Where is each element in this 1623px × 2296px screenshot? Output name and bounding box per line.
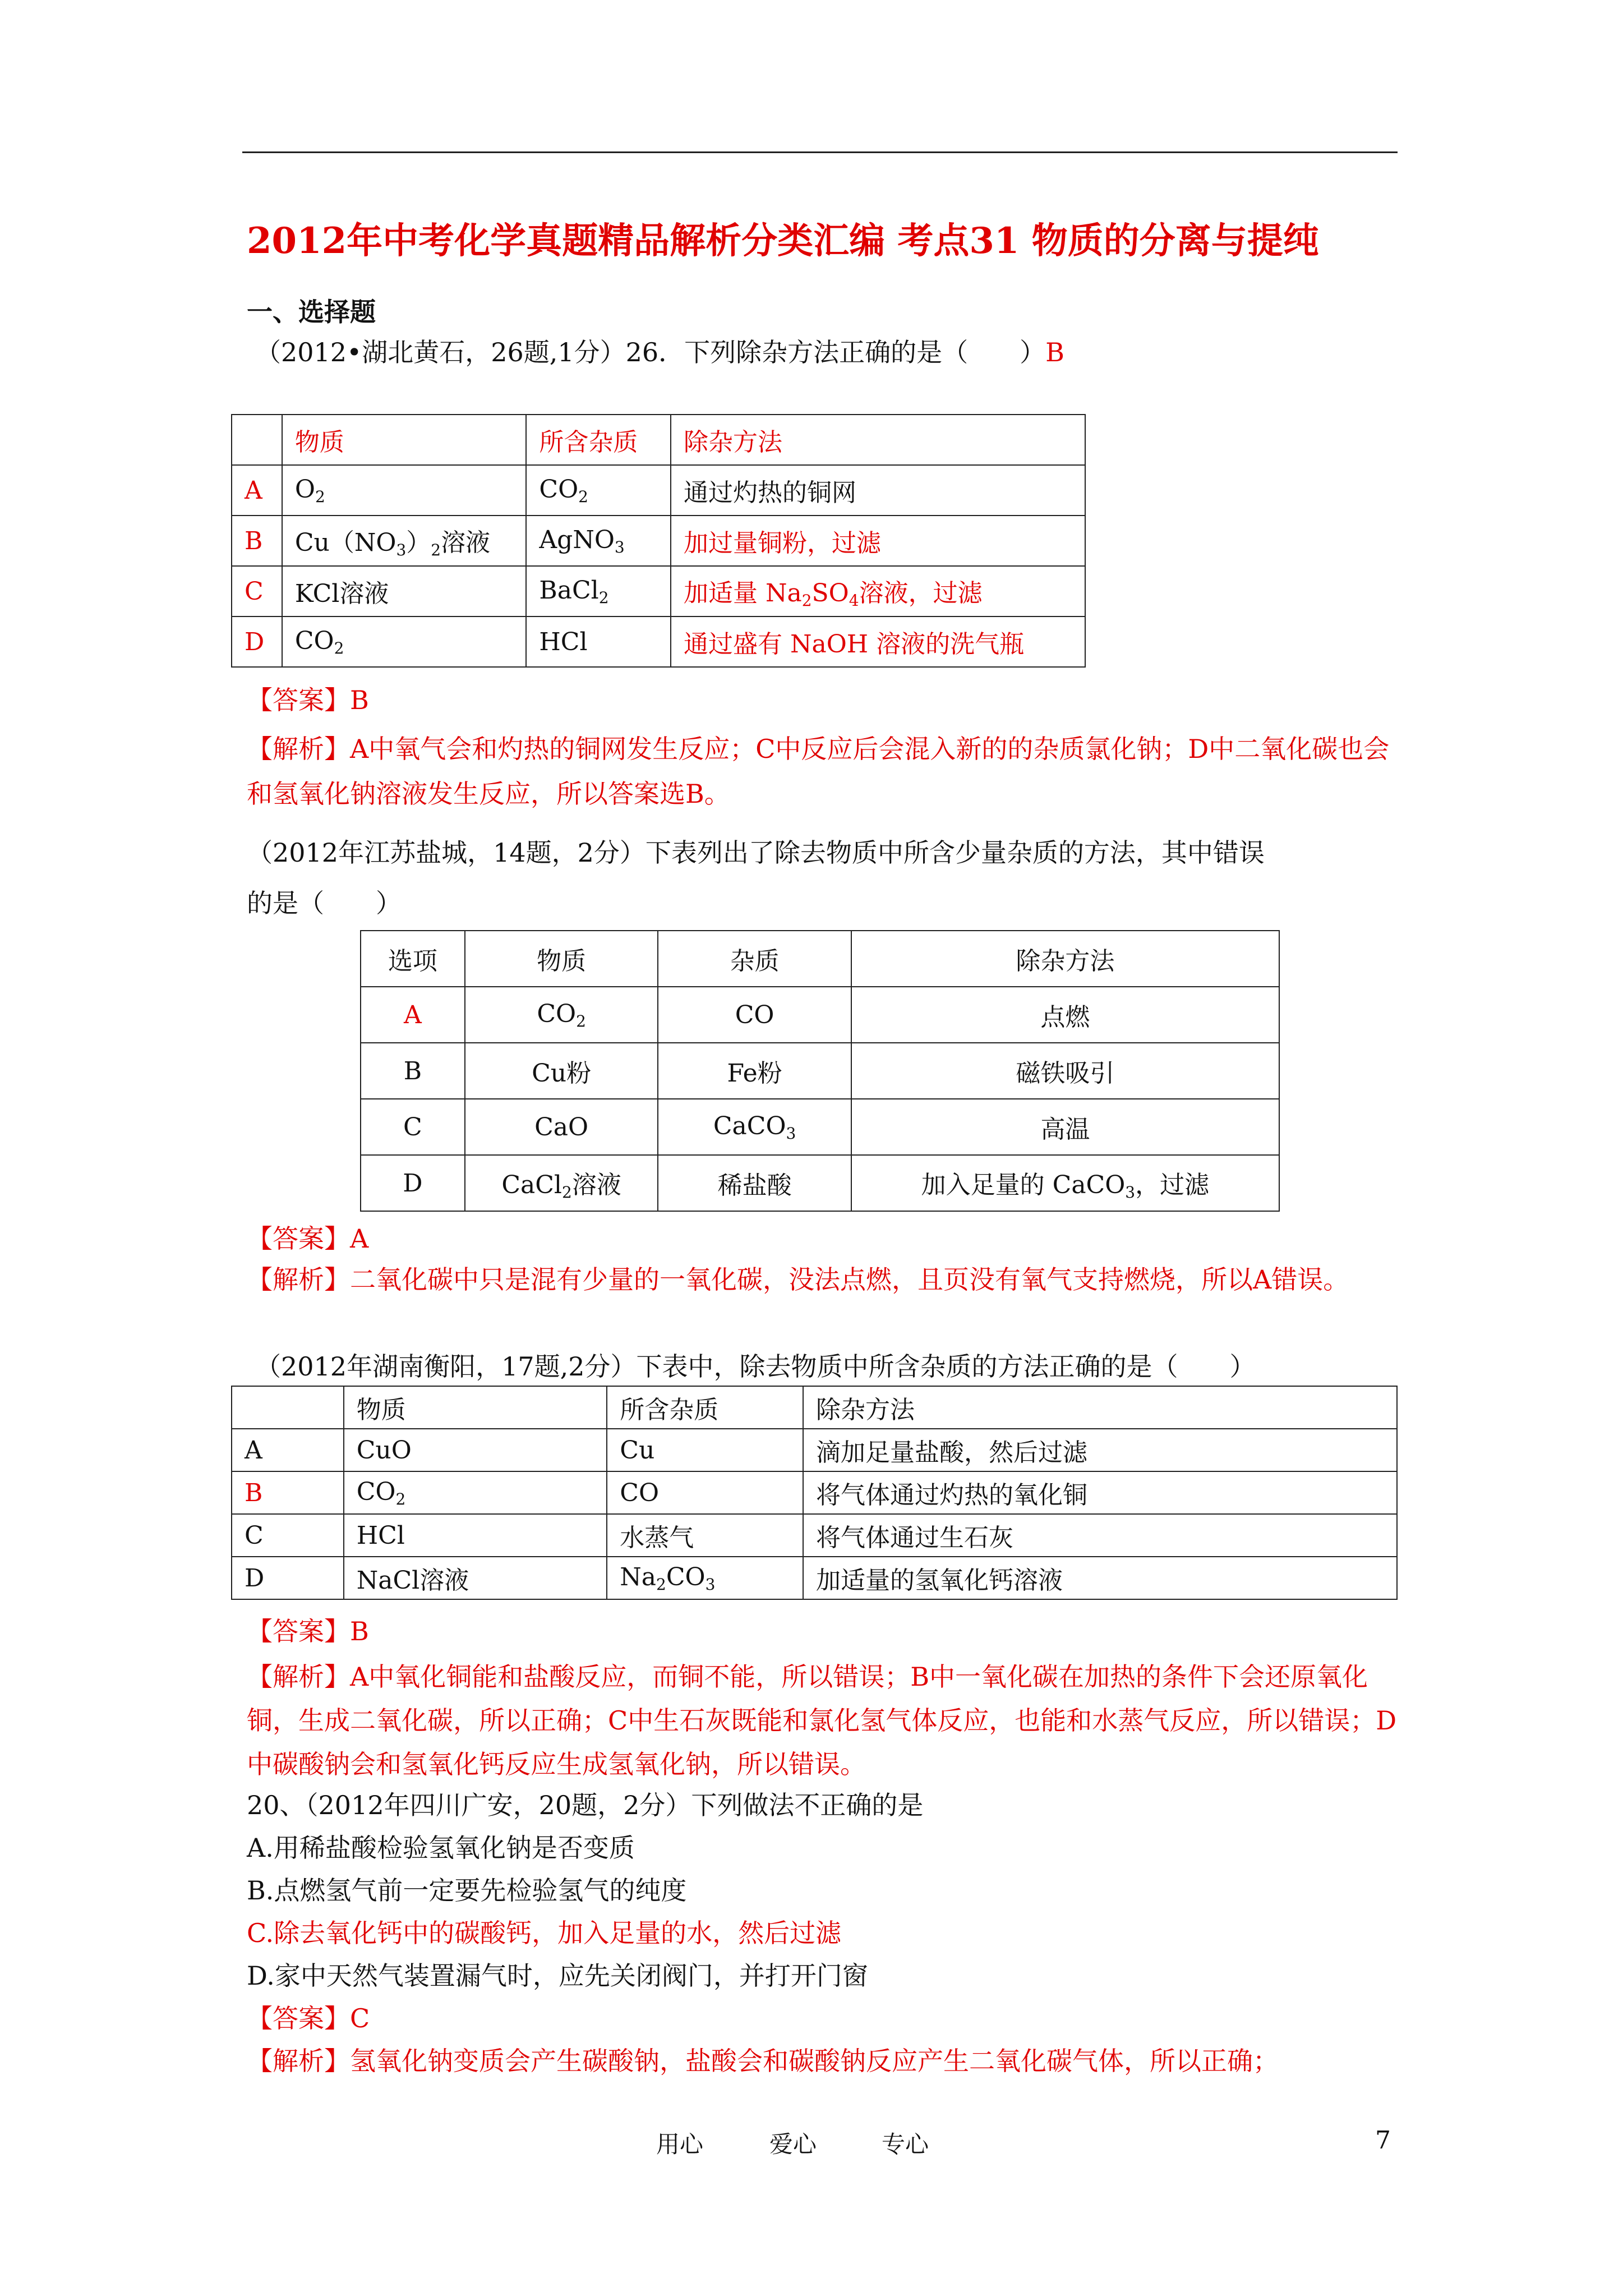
q3-table <box>231 1386 1398 1600</box>
row-impurity: 稀盐酸 <box>658 1155 851 1211</box>
table-header-row <box>232 415 1085 465</box>
row-method: 加适量 $Na_2SO_4$溶液，过滤 <box>671 566 1085 616</box>
table-header-cell: 杂质 <box>658 931 851 987</box>
q3-stem: （2012年湖南衡阳，17题,2分）下表中，除去物质中所含杂质的方法正确的是（ ） <box>255 1351 1256 1382</box>
analysis-text: 氢氧化钠变质会产生碳酸钠，盐酸会和碳酸钠反应产生二氧化碳气体，所以正确； <box>350 2046 1279 2076</box>
row-substance: CuO <box>344 1429 607 1471</box>
q1-analysis <box>247 726 1402 816</box>
page-number: 7 <box>1375 2126 1391 2155</box>
row-method: 加过量铜粉，过滤 <box>671 516 1085 566</box>
section-heading: 一、选择题 <box>247 297 376 327</box>
row-impurity: $CO_2$ <box>526 465 671 516</box>
table-header-row <box>361 931 1279 987</box>
answer-label: 【答案】 <box>247 1616 350 1646</box>
analysis-label: 【解析】 <box>247 734 350 764</box>
table-header-cell: 物质 <box>344 1386 607 1429</box>
row-impurity: HCl <box>526 616 671 667</box>
row-key: C <box>232 566 282 616</box>
q1-stem <box>255 331 1064 374</box>
answer-label: 【答案】 <box>247 685 350 715</box>
row-impurity: Fe粉 <box>658 1043 851 1099</box>
q2-stem-line2: 的是（ ） <box>247 888 402 918</box>
row-substance: Cu粉 <box>465 1043 658 1099</box>
table-header-cell <box>232 415 282 465</box>
q4-option-d: D.家中天然气装置漏气时，应先关闭阀门，并打开门窗 <box>247 1961 868 1991</box>
table-header-cell: 物质 <box>465 931 658 987</box>
table-row <box>361 1155 1279 1211</box>
table-row <box>232 1514 1397 1557</box>
analysis-label: 【解析】 <box>247 1662 350 1692</box>
table-row <box>232 516 1085 566</box>
table-row <box>232 1429 1397 1471</box>
row-key: B <box>232 516 282 566</box>
row-impurity: Cu <box>607 1429 803 1471</box>
analysis-label: 【解析】 <box>247 1264 350 1295</box>
row-key: C <box>361 1099 465 1155</box>
row-substance: $CO_2$ <box>282 616 527 667</box>
q4-option-c: C.除去氧化钙中的碳酸钙，加入足量的水，然后过滤 <box>247 1918 842 1948</box>
row-key: A <box>232 465 282 516</box>
row-method: 将气体通过生石灰 <box>803 1514 1397 1557</box>
row-method: 通过灼热的铜网 <box>671 465 1085 516</box>
row-substance: NaCl溶液 <box>344 1557 607 1599</box>
row-impurity: BaCl$_2$ <box>526 566 671 616</box>
table-row <box>361 1099 1279 1155</box>
row-impurity: 水蒸气 <box>607 1514 803 1557</box>
answer-label: 【答案】 <box>247 1223 350 1254</box>
row-method: 点燃 <box>851 987 1279 1043</box>
q1-mark: B <box>1045 337 1064 367</box>
answer-value: C <box>350 2003 370 2033</box>
row-impurity: CO <box>607 1471 803 1514</box>
row-substance: $CO_2$ <box>465 987 658 1043</box>
row-method: 加适量的氢氧化钙溶液 <box>803 1557 1397 1599</box>
q2-stem-line1: （2012年江苏盐城，14题，2分）下表列出了除去物质中所含少量杂质的方法，其中错误 <box>247 838 1265 868</box>
row-substance: KCl溶液 <box>282 566 527 616</box>
table-row <box>361 987 1279 1043</box>
row-key: C <box>232 1514 344 1557</box>
row-substance: CaCl$_2$溶液 <box>465 1155 658 1211</box>
row-substance: $CO_2$ <box>344 1471 607 1514</box>
row-impurity: $Na_2CO_3$ <box>607 1557 803 1599</box>
row-impurity: AgNO$_3$ <box>526 516 671 566</box>
table-header-cell: 除杂方法 <box>803 1386 1397 1429</box>
row-method: 磁铁吸引 <box>851 1043 1279 1099</box>
q4-answer <box>247 1997 370 2040</box>
q4-option-a: A.用稀盐酸检验氢氧化钠是否变质 <box>247 1833 635 1863</box>
q2-analysis <box>247 1259 1402 1300</box>
row-key: D <box>361 1155 465 1211</box>
footer-left: 用心 <box>656 2131 704 2158</box>
footer-middle: 爱心 <box>769 2131 817 2158</box>
q4-option-b: B.点燃氢气前一定要先检验氢气的纯度 <box>247 1875 687 1906</box>
row-key: D <box>232 1557 344 1599</box>
table-header-cell: 除杂方法 <box>851 931 1279 987</box>
row-method: 将气体通过灼热的氧化铜 <box>803 1471 1397 1514</box>
row-method: 加入足量的 CaCO$_3$，过滤 <box>851 1155 1279 1211</box>
table-header-cell: 选项 <box>361 931 465 987</box>
table-row <box>232 1557 1397 1599</box>
q3-analysis <box>247 1655 1402 1786</box>
row-impurity: CaCO$_3$ <box>658 1099 851 1155</box>
header-rule <box>242 151 1398 153</box>
answer-value: B <box>350 1616 369 1646</box>
row-substance: $O_2$ <box>282 465 527 516</box>
row-substance: $Cu(NO_3)_2$溶液 <box>282 516 527 566</box>
q1-table <box>231 414 1086 668</box>
row-key: B <box>232 1471 344 1514</box>
row-method: 通过盛有 NaOH 溶液的洗气瓶 <box>671 616 1085 667</box>
q3-answer <box>247 1610 369 1653</box>
table-row <box>361 1043 1279 1099</box>
q4-analysis <box>247 2040 1279 2082</box>
table-header-cell: 物质 <box>282 415 527 465</box>
q2-table <box>360 930 1280 1212</box>
analysis-text: 二氧化碳中只是混有少量的一氧化碳，没法点燃，且页没有氧气支持燃烧，所以A错误。 <box>350 1264 1349 1295</box>
table-header-cell: 所含杂质 <box>607 1386 803 1429</box>
row-method: 滴加足量盐酸，然后过滤 <box>803 1429 1397 1471</box>
row-key: A <box>361 987 465 1043</box>
analysis-text: A中氧化铜能和盐酸反应，而铜不能，所以错误；B中一氧化碳在加热的条件下会还原氧化铜，生成二氧化碳，所以正确；C中生石灰既能和氯化氢气体反应，也能和水蒸气反应，所以错误；D中碳酸钠会和氢氧化钙反应生成氢氧化钠，所以错误。 <box>247 1662 1397 1779</box>
q4-stem: 20、（2012年四川广安，20题，2分）下列做法不正确的是 <box>247 1790 924 1820</box>
table-header-row <box>232 1386 1397 1429</box>
table-header-cell: 所含杂质 <box>526 415 671 465</box>
page-title: 2012年中考化学真题精品解析分类汇编 考点31 物质的分离与提纯 <box>247 220 1319 262</box>
q2-answer <box>247 1217 368 1260</box>
q1-stem-text: （2012•湖北黄石，26题,1分）26．下列除杂方法正确的是（ ） <box>255 337 1046 367</box>
q1-answer <box>247 679 369 721</box>
answer-value: A <box>350 1223 369 1254</box>
table-row <box>232 1471 1397 1514</box>
answer-value: B <box>350 685 369 715</box>
table-row <box>232 566 1085 616</box>
row-key: B <box>361 1043 465 1099</box>
row-substance: HCl <box>344 1514 607 1557</box>
table-header-cell: 除杂方法 <box>671 415 1085 465</box>
row-impurity: CO <box>658 987 851 1043</box>
table-row <box>232 465 1085 516</box>
analysis-label: 【解析】 <box>247 2046 350 2076</box>
row-method: 高温 <box>851 1099 1279 1155</box>
footer-right: 专心 <box>882 2131 929 2158</box>
answer-label: 【答案】 <box>247 2003 350 2033</box>
row-key: D <box>232 616 282 667</box>
analysis-text: A中氧气会和灼热的铜网发生反应；C中反应后会混入新的的杂质氯化钠；D中二氧化碳也会和氢氧化钠溶液发生反应，所以答案选B。 <box>247 734 1390 809</box>
row-key: A <box>232 1429 344 1471</box>
table-header-cell <box>232 1386 344 1429</box>
row-substance: CaO <box>465 1099 658 1155</box>
table-row <box>232 616 1085 667</box>
